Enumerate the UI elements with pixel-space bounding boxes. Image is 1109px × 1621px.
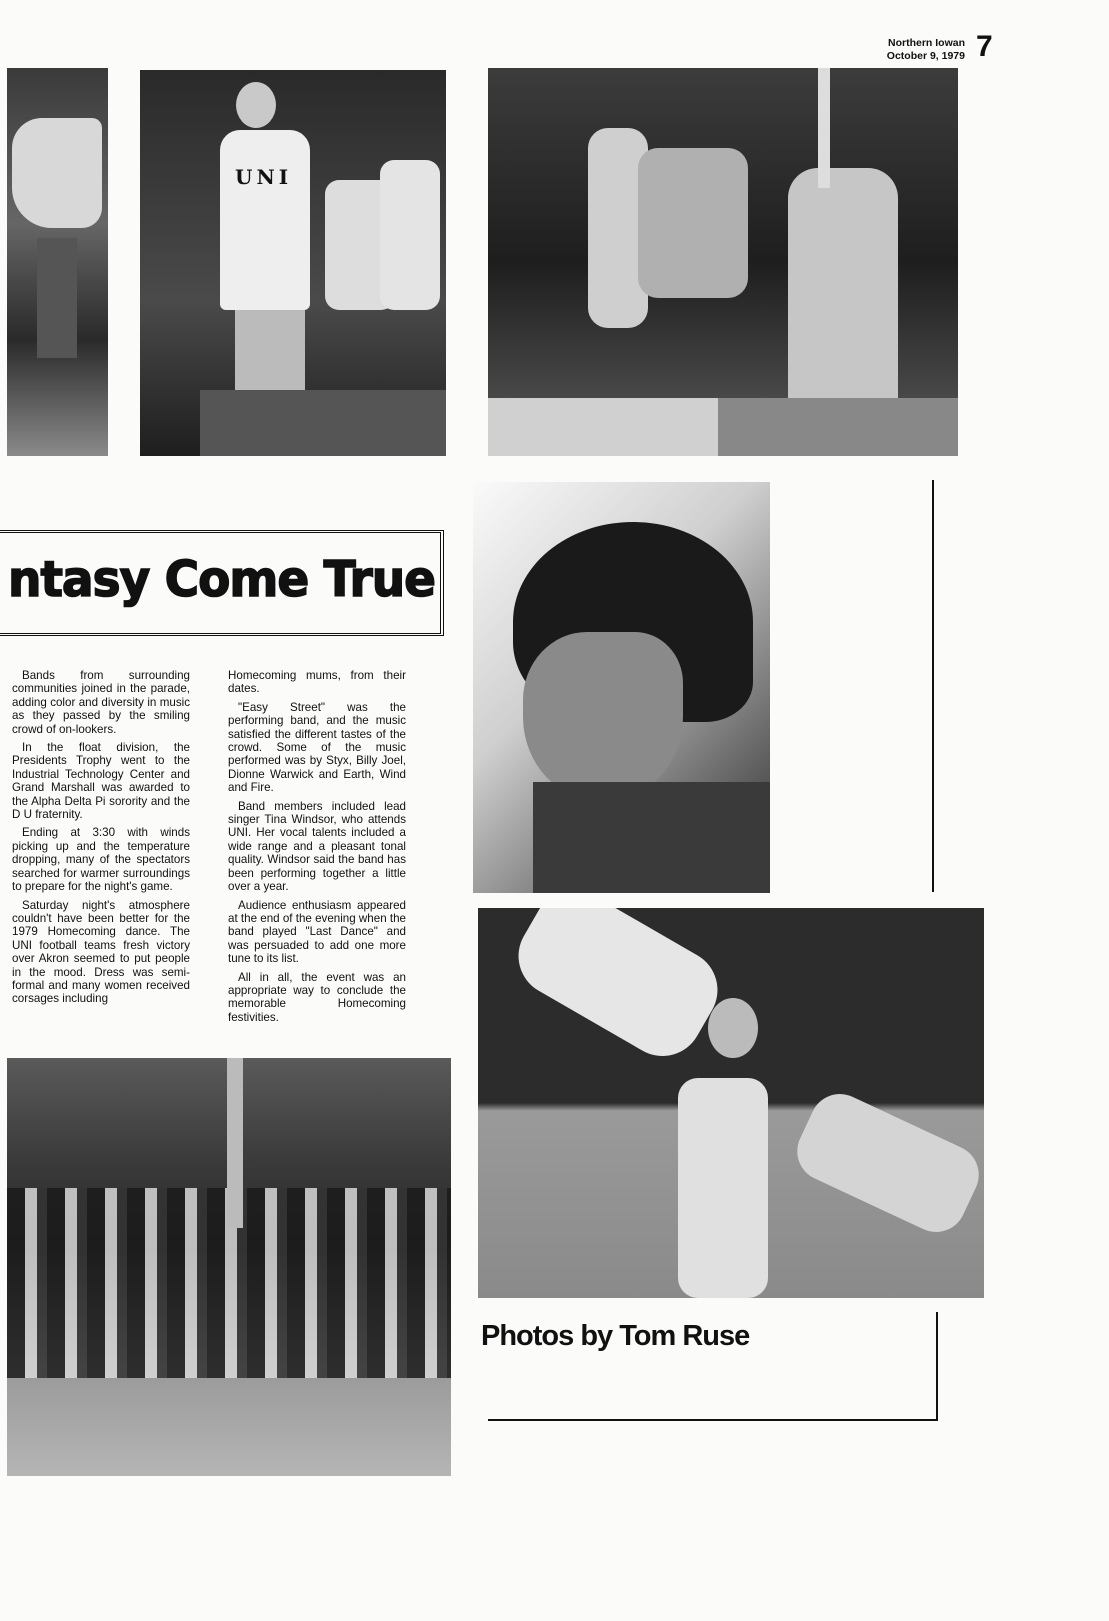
headline: ntasy Come True bbox=[8, 550, 436, 609]
paragraph: Ending at 3:30 with winds picking up and the temperature dropping, many of the spectators searched for warmer surroundings to prepare for the night's game. bbox=[12, 826, 190, 894]
paragraph: In the float division, the Presidents Trophy went to the Industrial Technology Center and Grand Marshall was awarded to the Alpha Delta Pi sorority and the D U fraternity. bbox=[12, 741, 190, 822]
child-portrait-photo bbox=[473, 482, 770, 893]
paragraph: "Easy Street" was the performing band, and the music satisfied the different tastes of the crowd. Some of the music performed was by Styx, Billy Joel, Dionne Warwick and Earth, Wind and Fire. bbox=[228, 700, 406, 795]
marching-band-photo bbox=[7, 1058, 451, 1476]
credit-box-right-rule bbox=[936, 1312, 938, 1421]
float-photo bbox=[488, 68, 958, 456]
photo-credit: Photos by Tom Ruse bbox=[481, 1320, 750, 1352]
football-photo bbox=[7, 68, 108, 456]
paper-name: Northern Iowan bbox=[887, 37, 965, 49]
page-number: 7 bbox=[976, 30, 993, 63]
paragraph: Audience enthusiasm appeared at the end of the evening when the band played "Last Dance" and was persuaded to add one more tune to its list. bbox=[228, 898, 406, 966]
issue-date: October 9, 1979 bbox=[886, 50, 965, 62]
article-column-1 bbox=[12, 669, 190, 1011]
paragraph: Band members included lead singer Tina Windsor, who attends UNI. Her vocal talents included a wide range and a pleasant tonal quality. Windsor said the band has been performing together a little over a year. bbox=[228, 799, 406, 894]
cheerleaders-photo bbox=[140, 70, 446, 456]
article-column-2 bbox=[228, 669, 406, 1029]
credit-box-bottom-rule bbox=[488, 1419, 938, 1421]
paragraph: Homecoming mums, from their dates. bbox=[228, 669, 406, 696]
paragraph: Saturday night's atmosphere couldn't have been better for the 1979 Homecoming dance. The UNI football teams fresh victory over Akron seemed to put people in the mood. Dress was semi-formal and many women received corsages including bbox=[12, 898, 190, 1006]
masthead bbox=[870, 37, 965, 63]
sweater-text: UNI bbox=[235, 165, 293, 189]
rule-line bbox=[932, 480, 934, 892]
dancers-photo bbox=[478, 908, 984, 1298]
paragraph: All in all, the event was an appropriate way to conclude the memorable Homecoming festivities. bbox=[228, 970, 406, 1024]
paragraph: Bands from surrounding communities joined in the parade, adding color and diversity in music as they passed by the smiling crowd of on-lookers. bbox=[12, 669, 190, 736]
